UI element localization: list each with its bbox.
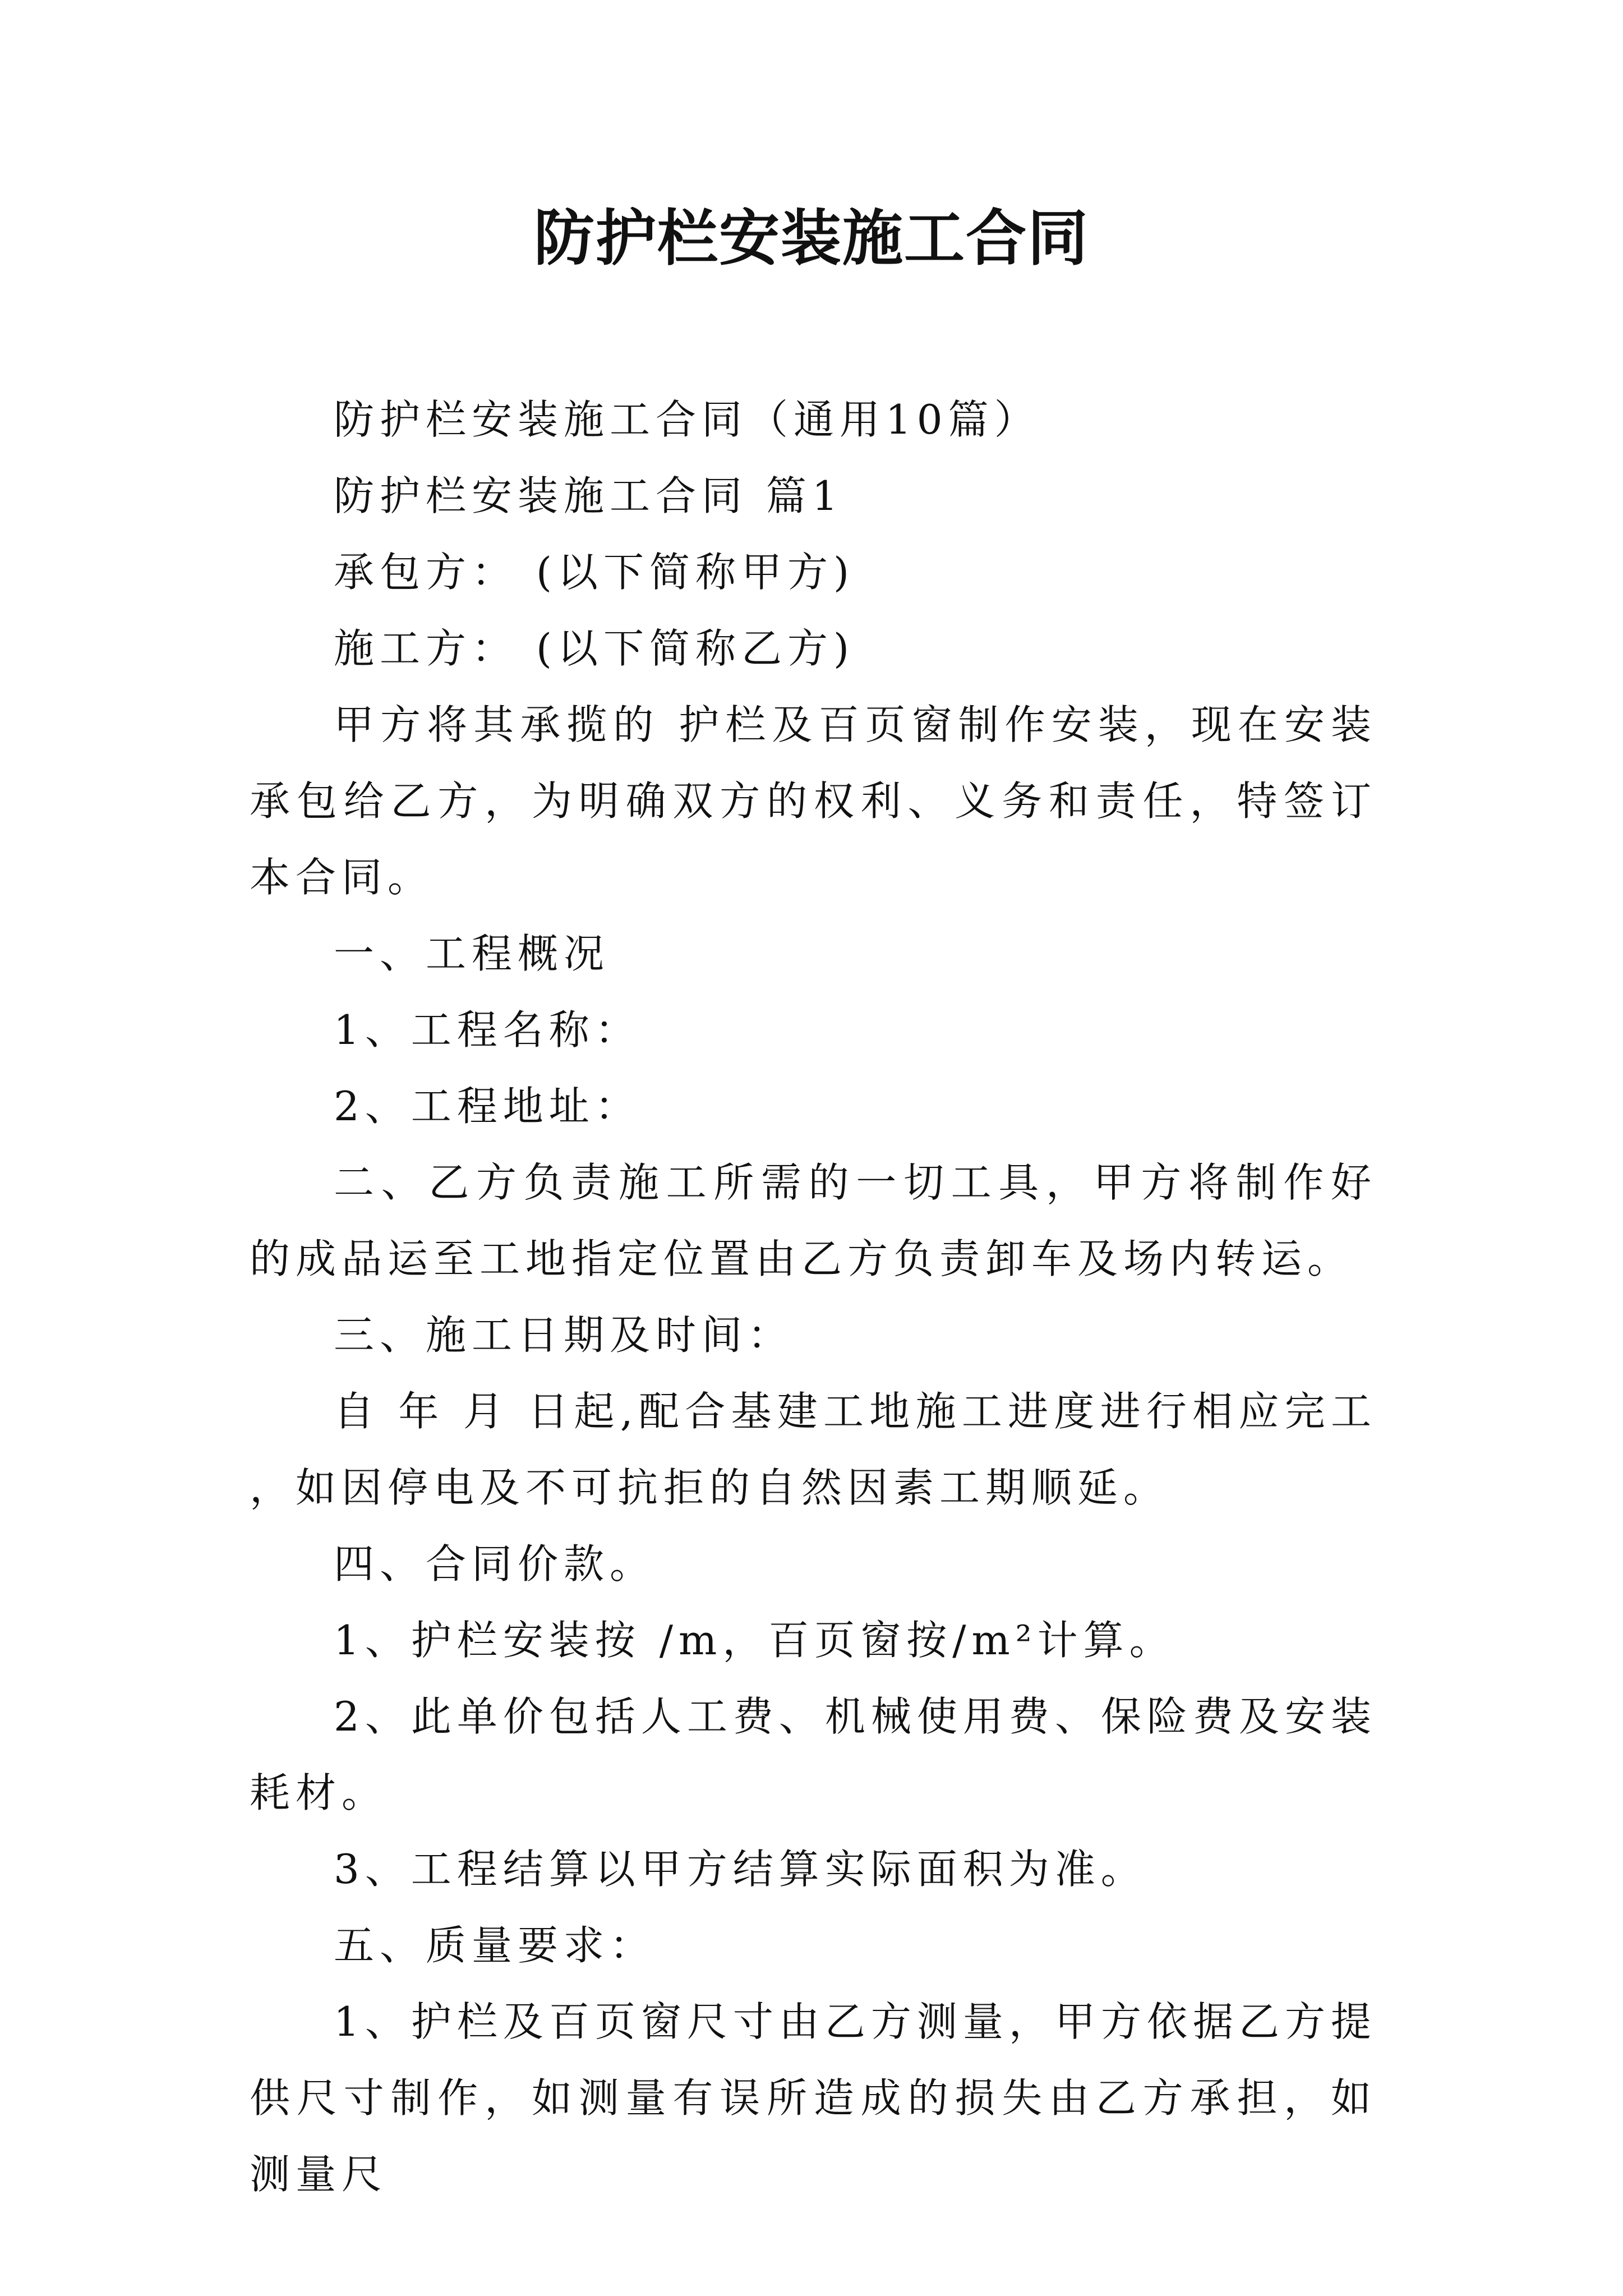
paragraph-clause-5-heading: 五、质量要求： (334, 1922, 656, 1969)
paragraph-clause-2: 二、乙方负责施工所需的一切工具，甲方将制作好的成品运至工地指定位置由乙方负责卸车及场内转运。 (250, 1159, 1377, 1282)
paragraph-schedule: 自 年 月 日起,配合基建工地施工进度进行相应完工 ，如因停电及不可抗拒的自然因素工期顺延。 (250, 1388, 1377, 1511)
paragraph-clause-1-heading: 一、工程概况 (334, 930, 610, 977)
paragraph-section-heading: 防护栏安装施工合同 篇1 (334, 472, 843, 519)
paragraph-price-3: 3、工程结算以甲方结算实际面积为准。 (334, 1846, 1147, 1893)
paragraph-contractor: 承包方： (以下简称甲方) (334, 549, 855, 596)
paragraph-clause-3-heading: 三、施工日期及时间： (334, 1312, 794, 1359)
paragraph-project-address: 2、工程地址： (334, 1083, 641, 1130)
paragraph-clause-4-heading: 四、合同价款。 (334, 1540, 656, 1588)
paragraph-constructor: 施工方： (以下简称乙方) (334, 625, 855, 672)
paragraph-project-name: 1、工程名称： (334, 1006, 641, 1053)
paragraph-price-2: 2、此单价包括人工费、机械使用费、保险费及安装耗材。 (250, 1693, 1377, 1816)
document-body (250, 381, 1377, 2212)
paragraph-quality-1: 1、护栏及百页窗尺寸由乙方测量，甲方依据乙方提供尺寸制作，如测量有误所造成的损失由乙方承担，如测量尺 (250, 1998, 1377, 2198)
paragraph-price-1: 1、护栏安装按 /m，百页窗按/m²计算。 (334, 1617, 1175, 1664)
document-title: 防护栏安装施工合同 (533, 203, 1089, 274)
paragraph-preamble: 甲方将其承揽的 护栏及百页窗制作安装，现在安装承包给乙方，为明确双方的权利、义务和责任，特签订本合同。 (250, 701, 1377, 901)
paragraph-subtitle: 防护栏安装施工合同（通用10篇） (334, 396, 1040, 443)
